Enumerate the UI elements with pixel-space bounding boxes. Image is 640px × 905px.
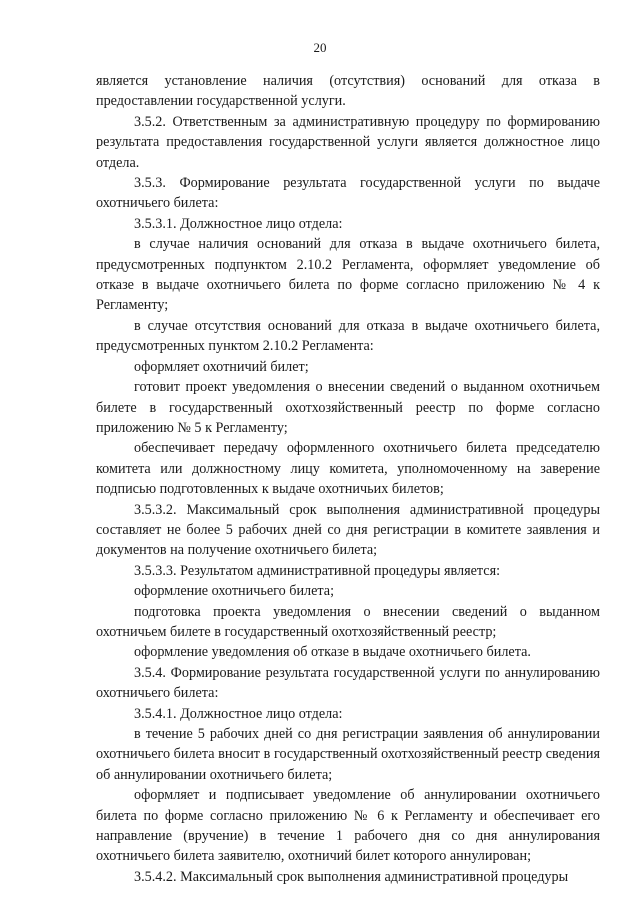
paragraph-annul-registry: в течение 5 рабочих дней со дня регистрации заявления об аннулировании охотничьего билета вносит в государственный охотхозяйственный реестр сведения об аннулировании охотничьего билета; [96,726,600,783]
paragraph-3-5-3-1: 3.5.3.1. Должностное лицо отдела: [134,215,343,232]
paragraph-result-notice-draft: подготовка проекта уведомления о внесении сведений о выданном охотничьем билете в государственный охотхозяйственный реестр; [96,603,600,640]
paragraph-prepare-notice: готовит проект уведомления о внесении сведений о выданном охотничьем билете в государственный охотхозяйственный реестр по форме согласно приложению № 5 к Регламенту; [96,379,600,436]
paragraph-3-5-3-3: 3.5.3.3. Результатом административной процедуры является: [134,562,501,579]
paragraph-3-5-3: 3.5.3. Формирование результата государственной услуги по выдаче охотничьего билета: [96,175,600,212]
paragraph-3-5-4-2: 3.5.4.2. Максимальный срок выполнения административной процедуры [134,868,569,885]
paragraph-refusal-case: в случае наличия оснований для отказа в выдаче охотничьего билета, предусмотренных подпунктом 2.10.2 Регламента, оформляет уведомление об отказе в выдаче охотничьего билета по форме согласно приложению № 4 к Регламенту; [96,236,600,314]
paragraph-result-ticket: оформление охотничьего билета; [134,583,335,600]
page-number: 20 [313,40,327,55]
paragraph-3-5-3-2: 3.5.3.2. Максимальный срок выполнения административной процедуры составляет не более 5 рабочих дней со дня регистрации в комитете заявления и документов на получение охотничьего билета; [96,501,600,559]
document-body [96,71,600,887]
paragraph-continuation: является установление наличия (отсутствия) оснований для отказа в предоставлении государственной услуги. [96,73,600,110]
paragraph-3-5-4-1: 3.5.4.1. Должностное лицо отдела: [134,705,343,722]
paragraph-3-5-4: 3.5.4. Формирование результата государственной услуги по аннулированию охотничьего билета: [96,664,600,702]
paragraph-no-refusal-case: в случае отсутствия оснований для отказа в выдаче охотничьего билета, предусмотренных пунктом 2.10.2 Регламента: [96,317,600,355]
paragraph-result-refusal: оформление уведомления об отказе в выдаче охотничьего билета. [134,644,531,661]
paragraph-annul-notice: оформляет и подписывает уведомление об аннулировании охотничьего билета по форме согласно приложению № 6 к Регламенту и обеспечивает его направление (вручение) в течение 1 рабочего дня со дня аннулирования охотничьего билета заявителю, охотничий билет которого аннулирован; [96,787,600,865]
paragraph-transfer-ticket: обеспечивает передачу оформленного охотничьего билета председателю комитета или должностному лицу комитета, уполномоченному на заверение подписью подготовленных к выдаче охотничьих билетов; [96,440,600,498]
paragraph-issue-ticket: оформляет охотничий билет; [134,358,309,375]
paragraph-3-5-2: 3.5.2. Ответственным за административную процедуру по формированию результата предоставления государственной услуги является должностное лицо отдела. [96,113,600,171]
